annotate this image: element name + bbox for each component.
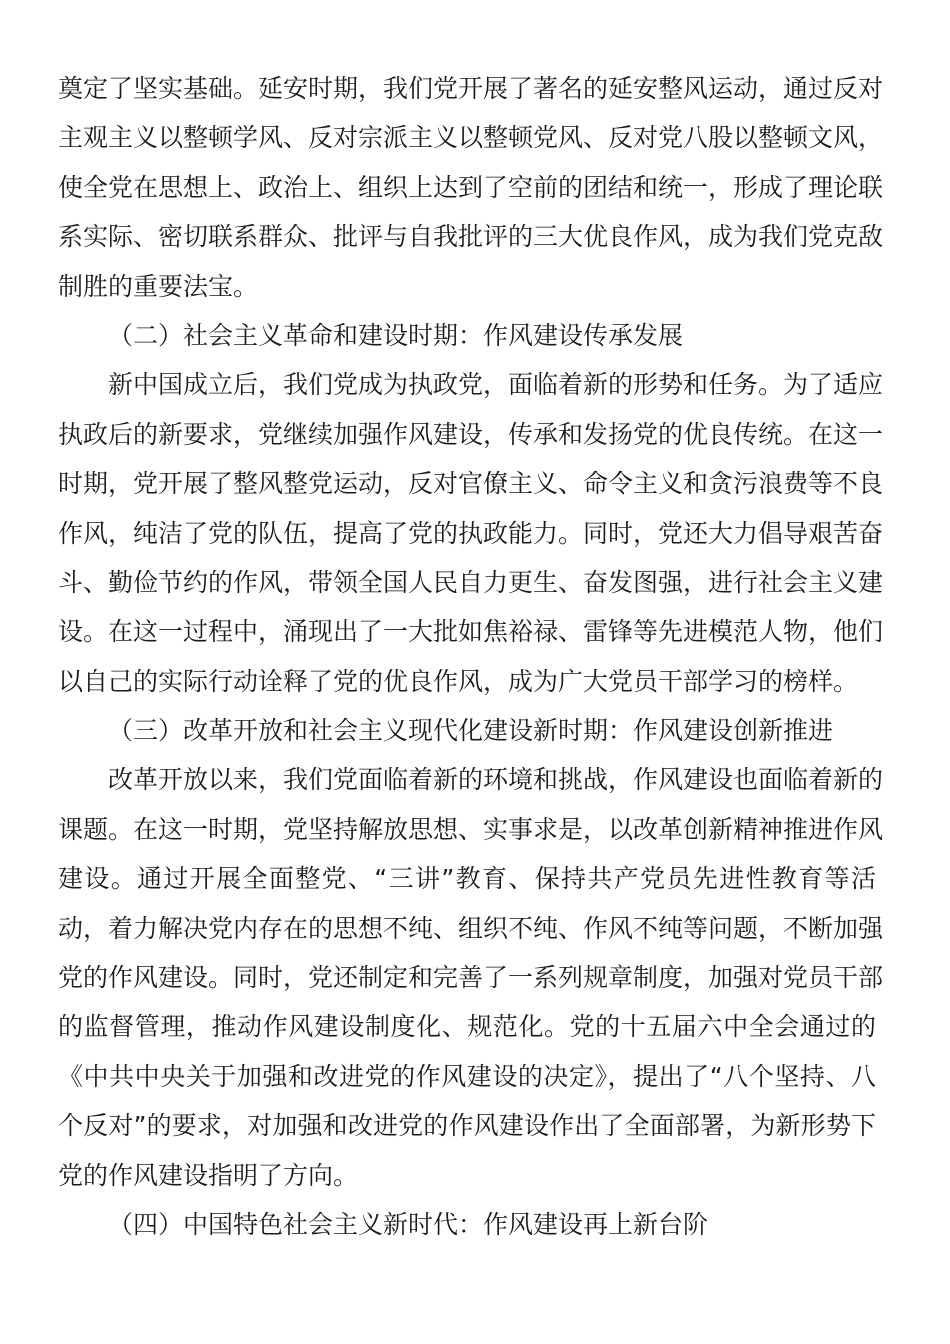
section-heading-3 (58, 706, 876, 755)
paragraph-line: 《中共中央关于加强和改进党的作风建设的决定》，提出了“八个坚持、八 (58, 1061, 876, 1091)
paragraph-line: 执政后的新要求，党继续加强作风建设，传承和发扬党的优良传统。在这一 (58, 419, 884, 449)
paragraph-line: 主观主义以整顿学风、反对宗派主义以整顿党风、反对党八股以整顿文风， (58, 123, 884, 153)
paragraph-line: 系实际、密切联系群众、批评与自我批评的三大优良作风，成为我们党克敌 (58, 222, 884, 252)
section-heading: （四）中国特色社会主义新时代：作风建设再上新台阶 (108, 1209, 709, 1239)
section-heading-2 (58, 311, 876, 360)
section-heading: （三）改革开放和社会主义现代化建设新时期：作风建设创新推进 (108, 716, 834, 746)
paragraph-line: 斗、勤俭节约的作风，带领全国人民自力更生、奋发图强，进行社会主义建 (58, 567, 884, 597)
paragraph-line: 制胜的重要法宝。 (58, 271, 259, 301)
paragraph-1 (58, 64, 884, 311)
section-heading-4 (58, 1200, 876, 1249)
paragraph-line: 课题。在这一时期，党坚持解放思想、实事求是，以改革创新精神推进作风 (58, 814, 884, 844)
paragraph-line: 作风，纯洁了党的队伍，提高了党的执政能力。同时，党还大力倡导艰苦奋 (58, 518, 884, 548)
paragraph-3 (58, 755, 884, 1200)
paragraph-line: 动，着力解决党内存在的思想不纯、组织不纯、作风不纯等问题，不断加强 (58, 913, 884, 943)
paragraph-line: 使全党在思想上、政治上、组织上达到了空前的团结和统一，形成了理论联 (58, 172, 884, 202)
paragraph-line: 设。在这一过程中，涌现出了一大批如焦裕禄、雷锋等先进模范人物，他们 (58, 617, 884, 647)
paragraph-line: 新中国成立后，我们党成为执政党，面临着新的形势和任务。为了适应 (108, 370, 884, 400)
document-body (58, 64, 884, 1249)
paragraph-line: 的监督管理，推动作风建设制度化、规范化。党的十五届六中全会通过的 (58, 1012, 876, 1042)
paragraph-line: 奠定了坚实基础。延安时期，我们党开展了著名的延安整风运动，通过反对 (58, 74, 884, 103)
paragraph-line: 党的作风建设指明了方向。 (58, 1160, 359, 1190)
paragraph-line: 党的作风建设。同时，党还制定和完善了一系列规章制度，加强对党员干部 (58, 963, 884, 993)
paragraph-line: 时期，党开展了整风整党运动，反对官僚主义、命令主义和贪污浪费等不良 (58, 469, 884, 499)
paragraph-line: 个反对”的要求，对加强和改进党的作风建设作出了全面部署，为新形势下 (58, 1111, 876, 1141)
paragraph-2 (58, 360, 884, 706)
paragraph-line: 以自己的实际行动诠释了党的优良作风，成为广大党员干部学习的榜样。 (58, 666, 859, 696)
section-heading: （二）社会主义革命和建设时期：作风建设传承发展 (108, 320, 684, 350)
paragraph-line: 建设。通过开展全面整党、“三讲”教育、保持共产党员先进性教育等活 (58, 864, 876, 894)
paragraph-line: 改革开放以来，我们党面临着新的环境和挑战，作风建设也面临着新的 (108, 765, 884, 795)
